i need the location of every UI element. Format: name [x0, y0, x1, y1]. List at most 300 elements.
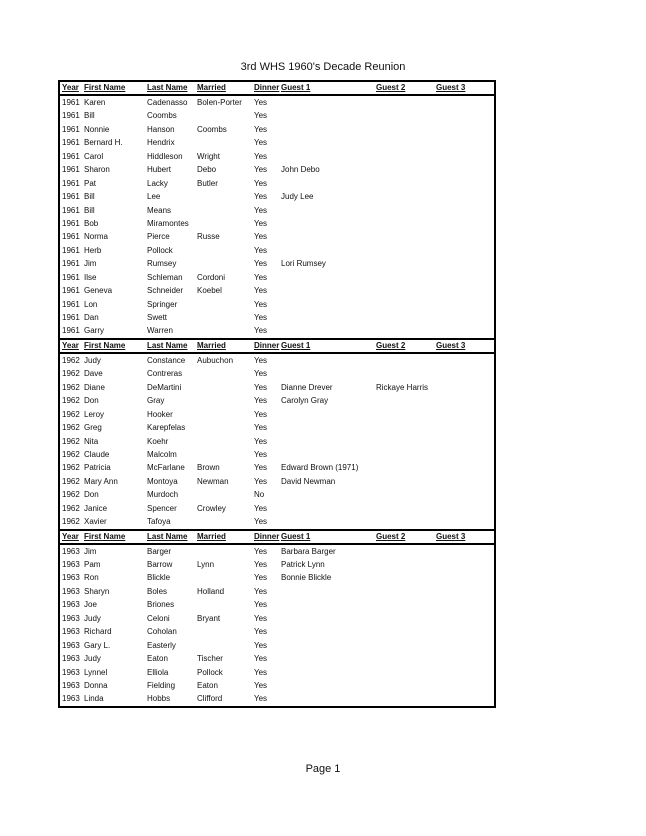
- guest3-cell: [436, 612, 486, 625]
- guest1-cell: [281, 666, 376, 679]
- year-cell: 1963: [62, 600, 80, 610]
- year-cell: 1961: [62, 98, 80, 107]
- year-cell: 1961: [62, 124, 80, 134]
- first-name-cell: Norma: [84, 232, 109, 242]
- guest3-cell: [436, 461, 486, 474]
- guest1-cell: Edward Brown (1971): [281, 463, 359, 473]
- married-name-cell: [197, 311, 254, 324]
- guest1-cell: [281, 311, 376, 324]
- dinner-cell: Yes: [254, 98, 268, 107]
- guest2-header: Guest 2: [376, 83, 406, 92]
- first-name-cell: Judy: [84, 613, 101, 623]
- married-name-cell: Cordoni: [197, 272, 226, 282]
- last-name-cell: Warren: [147, 326, 173, 336]
- guest2-cell: [376, 679, 436, 692]
- year-header: Year: [62, 340, 79, 350]
- guest1-cell: [281, 421, 376, 434]
- married-name-cell: [197, 515, 254, 528]
- guest2-cell: [376, 298, 436, 311]
- guest3-cell: [436, 502, 486, 515]
- married-name-cell: Wright: [197, 151, 220, 161]
- first-name-header: First Name: [84, 531, 126, 541]
- first-name-cell: Judy: [84, 654, 101, 664]
- guest3-cell: [436, 190, 486, 203]
- year-cell: 1962: [62, 409, 80, 419]
- guest3-cell: [436, 545, 486, 558]
- first-name-cell: Bill: [84, 111, 95, 121]
- married-name-cell: Crowley: [197, 503, 226, 513]
- guest3-header: Guest 3: [436, 83, 466, 92]
- married-name-cell: Russe: [197, 232, 220, 242]
- reunion-table: [58, 80, 496, 708]
- first-name-cell: Ron: [84, 573, 99, 583]
- guest2-cell: [376, 394, 436, 407]
- guest3-cell: [436, 204, 486, 217]
- last-name-cell: Koehr: [147, 436, 169, 446]
- table-row: [60, 394, 494, 407]
- guest1-cell: [281, 298, 376, 311]
- guest1-cell: [281, 244, 376, 257]
- table-row: [60, 230, 494, 243]
- first-name-cell: Joe: [84, 600, 97, 610]
- guest2-cell: [376, 461, 436, 474]
- first-name-cell: Don: [84, 490, 99, 500]
- first-name-cell: Herb: [84, 245, 102, 255]
- last-name-cell: Hobbs: [147, 694, 171, 704]
- guest3-cell: [436, 177, 486, 190]
- last-name-cell: Schneider: [147, 286, 184, 296]
- first-name-cell: Nonnie: [84, 124, 110, 134]
- year-cell: 1962: [62, 436, 80, 446]
- guest3-cell: [436, 123, 486, 136]
- guest1-cell: Judy Lee: [281, 192, 314, 202]
- year-cell: 1961: [62, 326, 80, 336]
- table-row: [60, 204, 494, 217]
- table-row: [60, 652, 494, 665]
- guest2-cell: [376, 177, 436, 190]
- guest1-cell: Barbara Barger: [281, 546, 336, 556]
- dinner-cell: Yes: [254, 355, 268, 365]
- first-name-cell: Carol: [84, 151, 104, 161]
- year-cell: 1962: [62, 490, 80, 500]
- dinner-cell: Yes: [254, 218, 268, 228]
- first-name-cell: Sharyn: [84, 586, 110, 596]
- married-name-cell: [197, 545, 254, 558]
- dinner-cell: Yes: [254, 232, 268, 242]
- guest1-header: Guest 1: [281, 83, 311, 92]
- year-cell: 1961: [62, 192, 80, 202]
- first-name-cell: Janice: [84, 503, 108, 513]
- year-cell: 1961: [62, 111, 80, 121]
- table-row: [60, 461, 494, 474]
- guest1-cell: [281, 204, 376, 217]
- dinner-cell: Yes: [254, 369, 268, 379]
- guest1-cell: [281, 652, 376, 665]
- married-name-cell: [197, 421, 254, 434]
- last-name-cell: Swett: [147, 313, 168, 322]
- last-name-cell: Hendrix: [147, 138, 175, 148]
- year-cell: 1961: [62, 138, 80, 148]
- dinner-cell: Yes: [254, 573, 268, 583]
- married-header: Married: [197, 531, 226, 541]
- first-name-cell: Bernard H.: [84, 138, 123, 148]
- guest3-cell: [436, 230, 486, 243]
- table-row: [60, 612, 494, 625]
- year-cell: 1963: [62, 640, 80, 650]
- guest3-header: Guest 3: [436, 340, 466, 350]
- married-name-cell: Coombs: [197, 124, 227, 134]
- guest3-cell: [436, 625, 486, 638]
- guest3-cell: [436, 163, 486, 176]
- guest3-cell: [436, 639, 486, 652]
- first-name-cell: Patricia: [84, 463, 111, 473]
- married-name-cell: [197, 394, 254, 407]
- guest1-cell: [281, 692, 376, 705]
- last-name-cell: Celoni: [147, 613, 170, 623]
- dinner-header: Dinner: [254, 531, 280, 541]
- guest1-cell: David Newman: [281, 476, 336, 486]
- guest1-cell: [281, 367, 376, 380]
- guest2-cell: [376, 625, 436, 638]
- year-cell: 1963: [62, 613, 80, 623]
- guest3-cell: [436, 136, 486, 149]
- married-header: Married: [197, 83, 226, 92]
- last-name-cell: Hubert: [147, 165, 172, 175]
- first-name-cell: Don: [84, 396, 99, 406]
- first-name-cell: Garry: [84, 326, 104, 336]
- year-cell: 1963: [62, 560, 80, 569]
- guest2-cell: [376, 204, 436, 217]
- last-name-cell: Gray: [147, 396, 165, 406]
- guest2-cell: [376, 545, 436, 558]
- year-cell: 1961: [62, 165, 80, 175]
- guest3-cell: [436, 652, 486, 665]
- year-cell: 1961: [62, 272, 80, 282]
- guest3-cell: [436, 448, 486, 461]
- first-name-cell: Pam: [84, 560, 101, 569]
- guest3-cell: [436, 692, 486, 705]
- guest2-cell: [376, 502, 436, 515]
- table-row: [60, 639, 494, 652]
- guest3-cell: [436, 311, 486, 324]
- last-name-cell: Coholan: [147, 627, 177, 637]
- guest2-cell: [376, 598, 436, 611]
- table-row: [60, 96, 494, 109]
- married-name-cell: [197, 324, 254, 337]
- guest1-cell: [281, 123, 376, 136]
- guest1-cell: [281, 150, 376, 163]
- year-cell: 1963: [62, 654, 80, 664]
- guest1-header: Guest 1: [281, 531, 311, 541]
- guest3-header: Guest 3: [436, 531, 466, 541]
- first-name-cell: Gary L.: [84, 640, 111, 650]
- guest2-cell: [376, 217, 436, 230]
- last-name-cell: Constance: [147, 355, 186, 365]
- guest3-cell: [436, 475, 486, 488]
- guest2-cell: [376, 311, 436, 324]
- last-name-cell: Cadenasso: [147, 98, 188, 107]
- table-row: [60, 298, 494, 311]
- year-cell: 1961: [62, 232, 80, 242]
- year-cell: 1962: [62, 423, 80, 433]
- first-name-cell: Richard: [84, 627, 112, 637]
- married-name-cell: Newman: [197, 476, 229, 486]
- dinner-cell: Yes: [254, 178, 268, 188]
- guest1-cell: [281, 136, 376, 149]
- dinner-cell: Yes: [254, 205, 268, 215]
- table-row: [60, 515, 494, 528]
- year-cell: 1961: [62, 205, 80, 215]
- guest3-cell: [436, 96, 486, 109]
- dinner-cell: Yes: [254, 299, 268, 309]
- last-name-cell: Karepfelas: [147, 423, 186, 433]
- first-name-cell: Jim: [84, 259, 97, 269]
- first-name-cell: Diane: [84, 382, 105, 392]
- dinner-cell: Yes: [254, 111, 268, 121]
- married-name-cell: Bolen-Porter: [197, 98, 242, 107]
- guest2-cell: [376, 435, 436, 448]
- guest2-cell: [376, 163, 436, 176]
- guest2-cell: [376, 515, 436, 528]
- first-name-cell: Bill: [84, 192, 95, 202]
- dinner-cell: Yes: [254, 627, 268, 637]
- guest2-cell: [376, 558, 436, 571]
- last-name-cell: Hooker: [147, 409, 173, 419]
- dinner-cell: Yes: [254, 654, 268, 664]
- dinner-cell: Yes: [254, 694, 268, 704]
- guest2-cell: [376, 257, 436, 270]
- table-row: [60, 136, 494, 149]
- married-name-cell: [197, 244, 254, 257]
- table-row: [60, 679, 494, 692]
- last-name-cell: McFarlane: [147, 463, 185, 473]
- married-name-cell: [197, 435, 254, 448]
- married-name-cell: [197, 136, 254, 149]
- dinner-cell: Yes: [254, 396, 268, 406]
- guest3-cell: [436, 271, 486, 284]
- table-row: [60, 177, 494, 190]
- table-row: [60, 190, 494, 203]
- first-name-header: First Name: [84, 340, 126, 350]
- guest2-cell: [376, 692, 436, 705]
- guest3-cell: [436, 435, 486, 448]
- table-row: [60, 421, 494, 434]
- year-cell: 1961: [62, 313, 80, 322]
- guest3-cell: [436, 109, 486, 122]
- year-cell: 1961: [62, 151, 80, 161]
- year-cell: 1963: [62, 694, 80, 704]
- year-cell: 1961: [62, 178, 80, 188]
- married-name-cell: Bryant: [197, 613, 221, 623]
- last-name-cell: Miramontes: [147, 218, 189, 228]
- dinner-cell: Yes: [254, 382, 268, 392]
- dinner-cell: Yes: [254, 151, 268, 161]
- married-name-cell: [197, 257, 254, 270]
- dinner-cell: Yes: [254, 560, 268, 569]
- last-name-cell: Eaton: [147, 654, 168, 664]
- last-name-cell: Barrow: [147, 560, 173, 569]
- dinner-cell: Yes: [254, 463, 268, 473]
- last-name-header: Last Name: [147, 83, 188, 92]
- last-name-cell: Pollock: [147, 245, 173, 255]
- table-row: [60, 598, 494, 611]
- guest1-cell: [281, 354, 376, 367]
- year-cell: 1962: [62, 449, 80, 459]
- guest3-cell: [436, 421, 486, 434]
- year-cell: 1962: [62, 463, 80, 473]
- table-row: [60, 408, 494, 421]
- last-name-cell: Murdoch: [147, 490, 179, 500]
- married-name-cell: [197, 204, 254, 217]
- guest2-header: Guest 2: [376, 340, 406, 350]
- guest1-cell: [281, 515, 376, 528]
- last-name-cell: DeMartini: [147, 382, 182, 392]
- first-name-header: First Name: [84, 83, 126, 92]
- table-row: [60, 354, 494, 367]
- guest1-cell: [281, 488, 376, 501]
- last-name-cell: Fielding: [147, 680, 176, 690]
- guest1-cell: [281, 612, 376, 625]
- year-cell: 1963: [62, 573, 80, 583]
- guest3-cell: [436, 394, 486, 407]
- first-name-cell: Greg: [84, 423, 102, 433]
- married-name-cell: [197, 448, 254, 461]
- year-cell: 1962: [62, 476, 80, 486]
- year-cell: 1962: [62, 517, 80, 527]
- last-name-cell: Blickle: [147, 573, 171, 583]
- year-cell: 1961: [62, 299, 80, 309]
- last-name-cell: Hanson: [147, 124, 175, 134]
- guest3-cell: [436, 298, 486, 311]
- guest2-cell: [376, 408, 436, 421]
- year-cell: 1962: [62, 503, 80, 513]
- guest3-cell: [436, 150, 486, 163]
- first-name-cell: Dan: [84, 313, 99, 322]
- guest3-cell: [436, 284, 486, 297]
- dinner-cell: Yes: [254, 449, 268, 459]
- guest3-cell: [436, 324, 486, 337]
- class-block: [58, 80, 496, 338]
- last-name-header: Last Name: [147, 340, 188, 350]
- guest2-cell: [376, 475, 436, 488]
- guest3-cell: [436, 598, 486, 611]
- married-name-cell: Brown: [197, 463, 220, 473]
- guest2-cell: [376, 367, 436, 380]
- married-name-cell: [197, 408, 254, 421]
- guest2-cell: [376, 421, 436, 434]
- guest2-cell: [376, 109, 436, 122]
- dinner-cell: Yes: [254, 476, 268, 486]
- married-name-cell: [197, 298, 254, 311]
- first-name-cell: Donna: [84, 680, 108, 690]
- table-row: [60, 150, 494, 163]
- first-name-cell: Bill: [84, 205, 95, 215]
- guest2-cell: [376, 488, 436, 501]
- guest2-cell: [376, 136, 436, 149]
- married-name-cell: [197, 367, 254, 380]
- dinner-cell: Yes: [254, 546, 268, 556]
- guest3-cell: [436, 381, 486, 394]
- guest1-cell: [281, 408, 376, 421]
- guest3-cell: [436, 666, 486, 679]
- guest1-cell: Dianne Drever: [281, 382, 333, 392]
- guest2-cell: [376, 271, 436, 284]
- last-name-cell: Contreras: [147, 369, 183, 379]
- married-name-cell: Pollock: [197, 667, 223, 677]
- year-cell: 1963: [62, 546, 80, 556]
- dinner-cell: Yes: [254, 245, 268, 255]
- married-name-cell: Debo: [197, 165, 217, 175]
- guest1-cell: [281, 284, 376, 297]
- table-row: [60, 692, 494, 705]
- first-name-cell: Claude: [84, 449, 110, 459]
- table-row: [60, 271, 494, 284]
- year-cell: 1961: [62, 259, 80, 269]
- guest2-cell: [376, 150, 436, 163]
- year-cell: 1962: [62, 369, 80, 379]
- guest3-cell: [436, 585, 486, 598]
- dinner-cell: Yes: [254, 586, 268, 596]
- dinner-cell: Yes: [254, 517, 268, 527]
- guest1-cell: [281, 585, 376, 598]
- dinner-cell: Yes: [254, 192, 268, 202]
- first-name-cell: Dave: [84, 369, 103, 379]
- first-name-cell: Mary Ann: [84, 476, 118, 486]
- table-row: [60, 502, 494, 515]
- page-title: 3rd WHS 1960's Decade Reunion: [240, 61, 406, 73]
- guest3-cell: [436, 488, 486, 501]
- table-row: [60, 545, 494, 558]
- guest2-cell: [376, 244, 436, 257]
- last-name-cell: Tafoya: [147, 517, 171, 527]
- guest1-header: Guest 1: [281, 340, 311, 350]
- guest2-cell: [376, 123, 436, 136]
- last-name-header: Last Name: [147, 531, 188, 541]
- last-name-cell: Briones: [147, 600, 175, 610]
- married-name-cell: [197, 190, 254, 203]
- guest1-cell: [281, 598, 376, 611]
- guest1-cell: John Debo: [281, 165, 320, 175]
- guest2-cell: [376, 585, 436, 598]
- first-name-cell: Lynnel: [84, 667, 108, 677]
- dinner-cell: Yes: [254, 259, 268, 269]
- guest1-cell: Patrick Lynn: [281, 560, 325, 569]
- guest2-cell: [376, 639, 436, 652]
- guest2-cell: [376, 96, 436, 109]
- last-name-cell: Coombs: [147, 111, 177, 121]
- married-name-cell: [197, 488, 254, 501]
- year-header: Year: [62, 531, 79, 541]
- dinner-cell: Yes: [254, 423, 268, 433]
- guest1-cell: [281, 448, 376, 461]
- first-name-cell: Ilse: [84, 272, 97, 282]
- last-name-cell: Schleman: [147, 272, 183, 282]
- last-name-cell: Montoya: [147, 476, 178, 486]
- table-row: [60, 488, 494, 501]
- page-number: Page 1: [305, 763, 341, 775]
- guest2-header: Guest 2: [376, 531, 406, 541]
- year-cell: 1963: [62, 680, 80, 690]
- guest2-cell: [376, 324, 436, 337]
- last-name-cell: Means: [147, 205, 172, 215]
- guest3-cell: [436, 367, 486, 380]
- table-row: [60, 571, 494, 584]
- married-name-cell: [197, 217, 254, 230]
- guest1-cell: [281, 96, 376, 109]
- year-cell: 1963: [62, 667, 80, 677]
- married-name-cell: [197, 381, 254, 394]
- last-name-cell: Boles: [147, 586, 168, 596]
